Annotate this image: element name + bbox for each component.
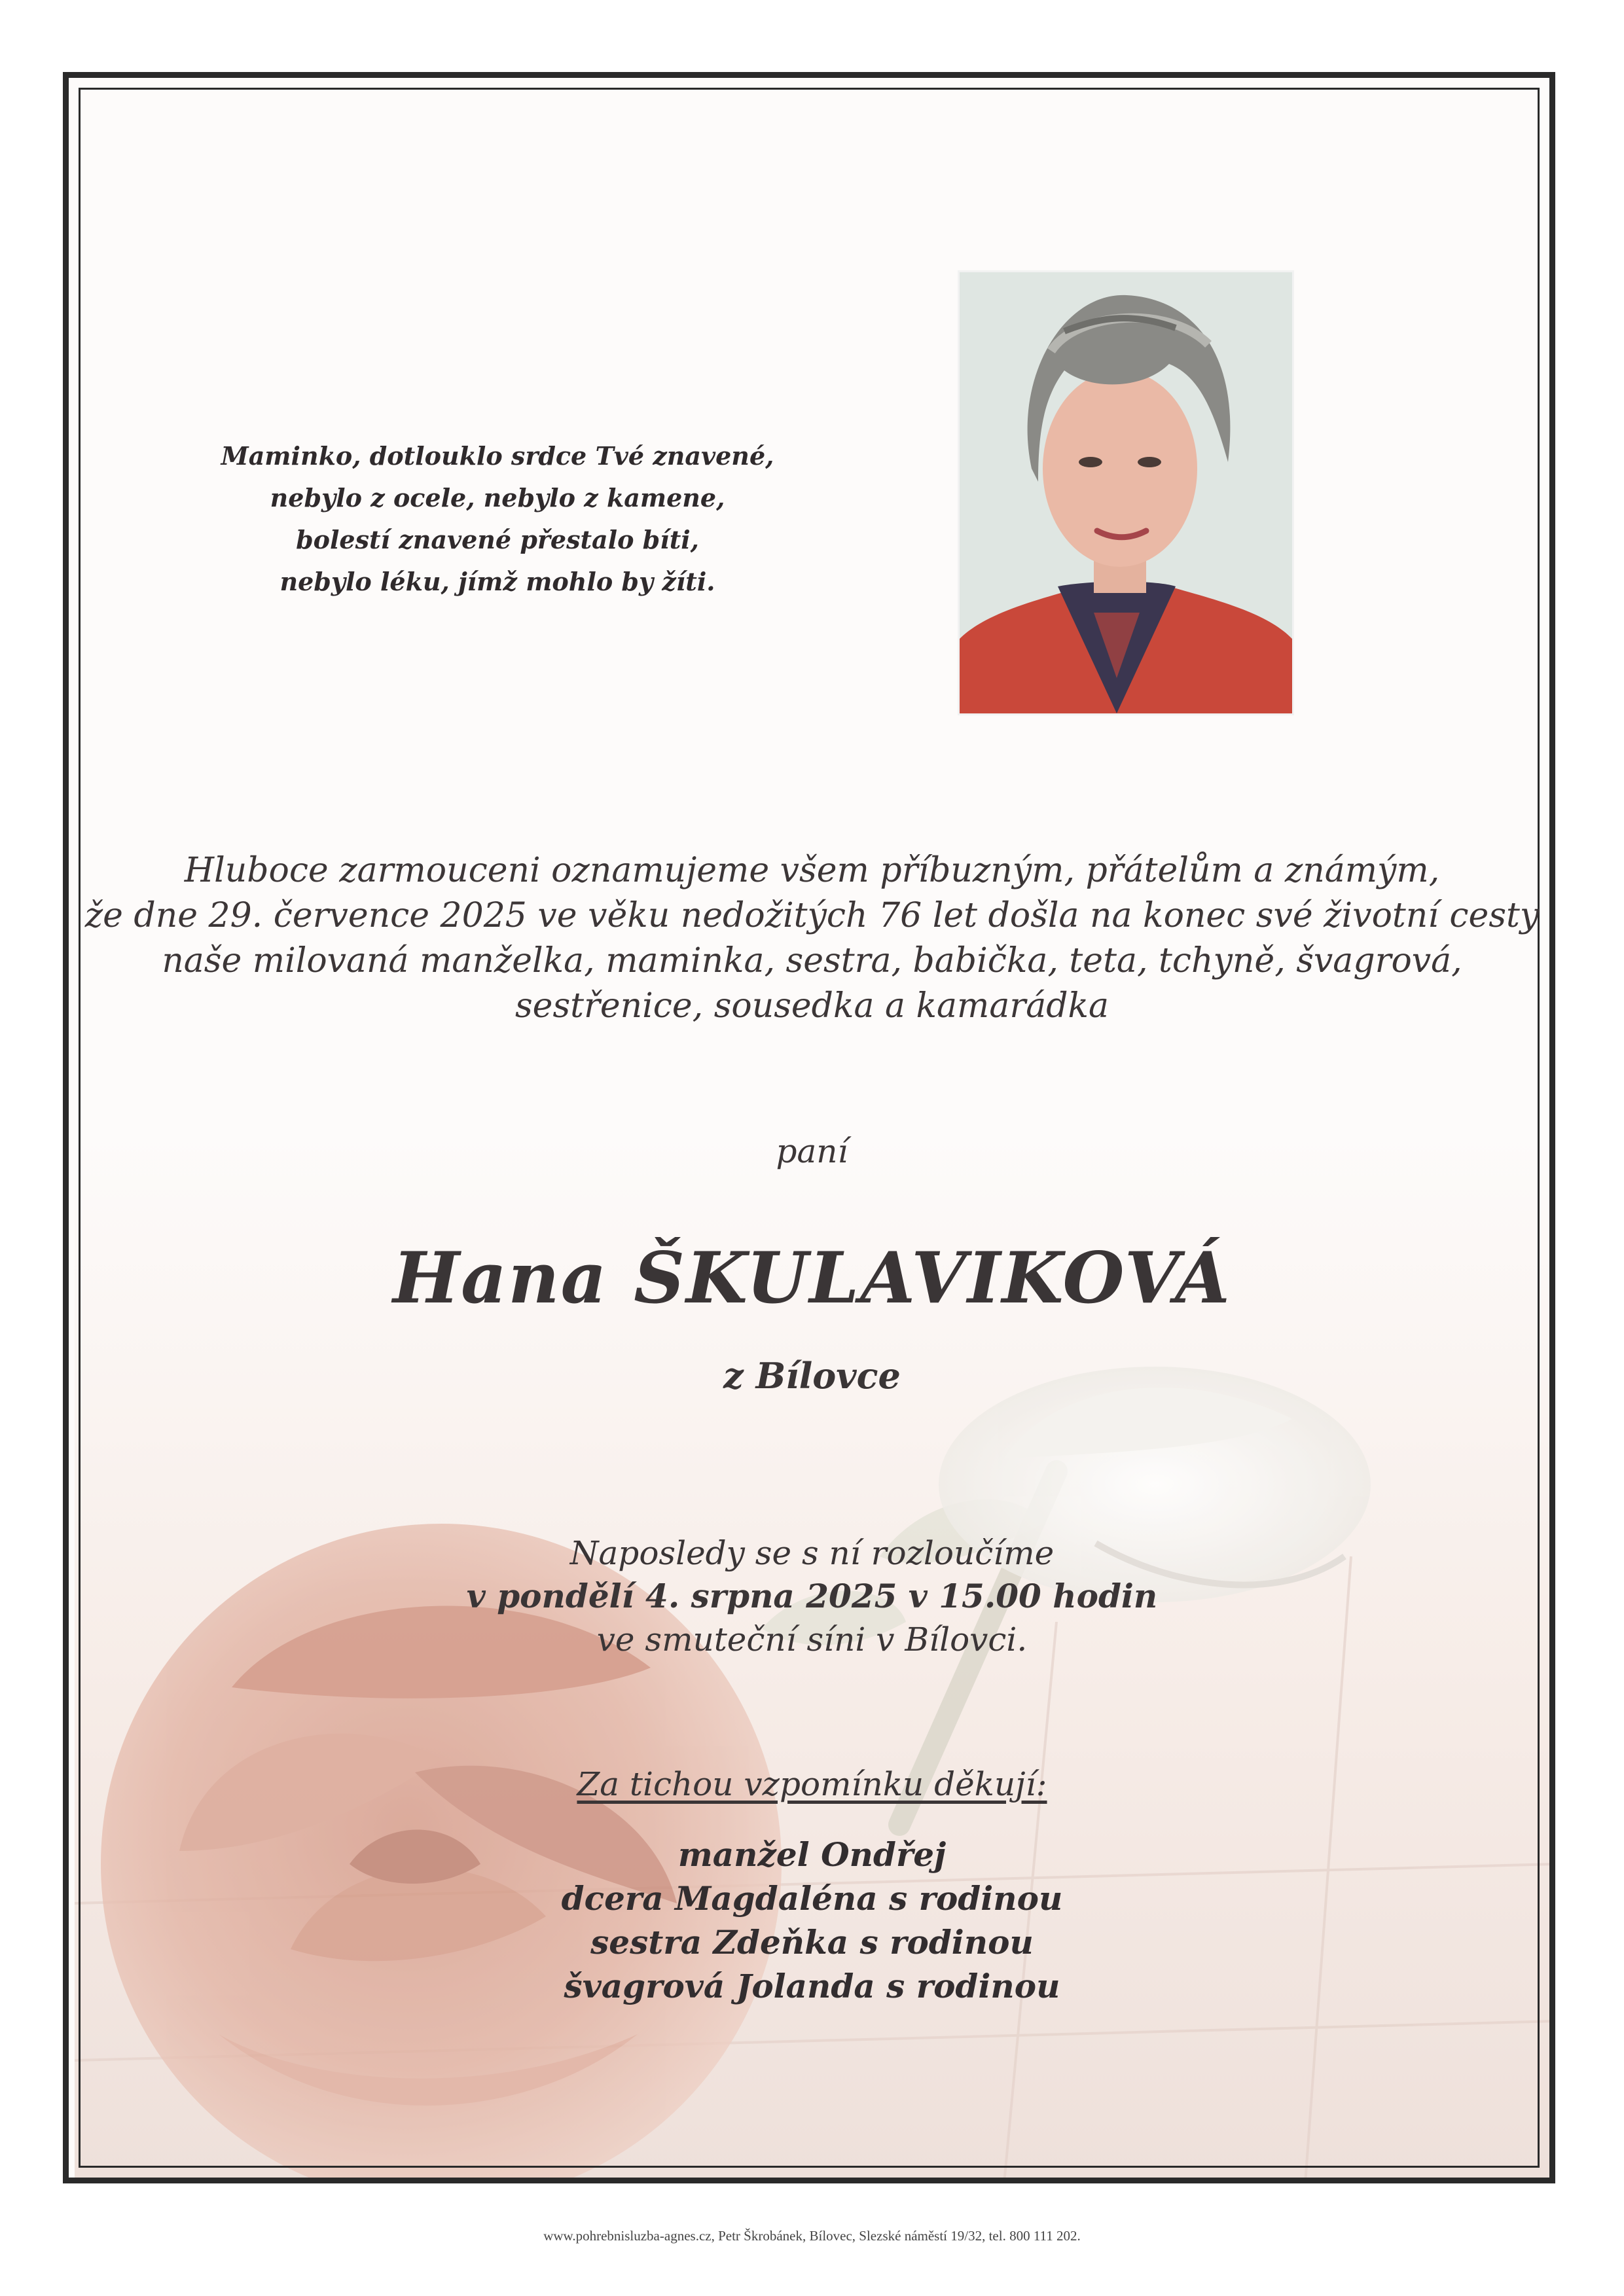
deceased-name: Hana ŠKULAVIKOVÁ [393, 1237, 1231, 1319]
death-announcement [0, 848, 1624, 1029]
announcement-line: sestřenice, sousedka a kamarádka [514, 986, 1110, 1026]
thanks-heading: Za tichou vzpomínku děkují: [577, 1765, 1047, 1803]
memorial-poem [196, 435, 799, 603]
announcement-line: že dne 29. července 2025 ve věku nedožitých 76 let došla na konec své životní cesty [84, 896, 1540, 935]
farewell-details [0, 1532, 1624, 1661]
poem-line: Maminko, dotlouklo srdce Tvé znavené, [221, 441, 774, 471]
poem-line: nebylo léku, jímž mohlo by žíti. [280, 567, 715, 596]
announcement-line: naše milovaná manželka, maminka, sestra, babička, teta, tchyně, švagrová, [162, 941, 1462, 980]
funeral-service-footer: www.pohrebnisluzba-agnes.cz, Petr Škrobánek, Bílovec, Slezské náměstí 19/32, tel. 800 111 202. [543, 2228, 1081, 2244]
mourner-entry: švagrová Jolanda s rodinou [564, 1967, 1060, 2005]
deceased-title: paní [776, 1132, 848, 1170]
announcement-line: Hluboce zarmouceni oznamujeme všem příbuzným, přátelům a známým, [184, 851, 1440, 890]
poem-line: nebylo z ocele, nebylo z kamene, [270, 483, 725, 512]
mourner-entry: dcera Magdaléna s rodinou [561, 1879, 1063, 1918]
deceased-origin: z Bílovce [723, 1355, 901, 1397]
farewell-date-time: v pondělí 4. srpna 2025 v 15.00 hodin [466, 1577, 1158, 1615]
poem-line: bolestí znavené přestalo bíti, [296, 525, 699, 554]
farewell-location: ve smuteční síni v Bílovci. [596, 1621, 1028, 1659]
portrait-image [960, 272, 1292, 713]
portrait-photo [958, 270, 1294, 715]
mourner-entry: sestra Zdeňka s rodinou [590, 1923, 1034, 1962]
farewell-line: Naposledy se s ní rozloučíme [569, 1534, 1055, 1572]
mourner-entry: manžel Ondřej [677, 1835, 947, 1874]
mourners-list [0, 1833, 1624, 2008]
